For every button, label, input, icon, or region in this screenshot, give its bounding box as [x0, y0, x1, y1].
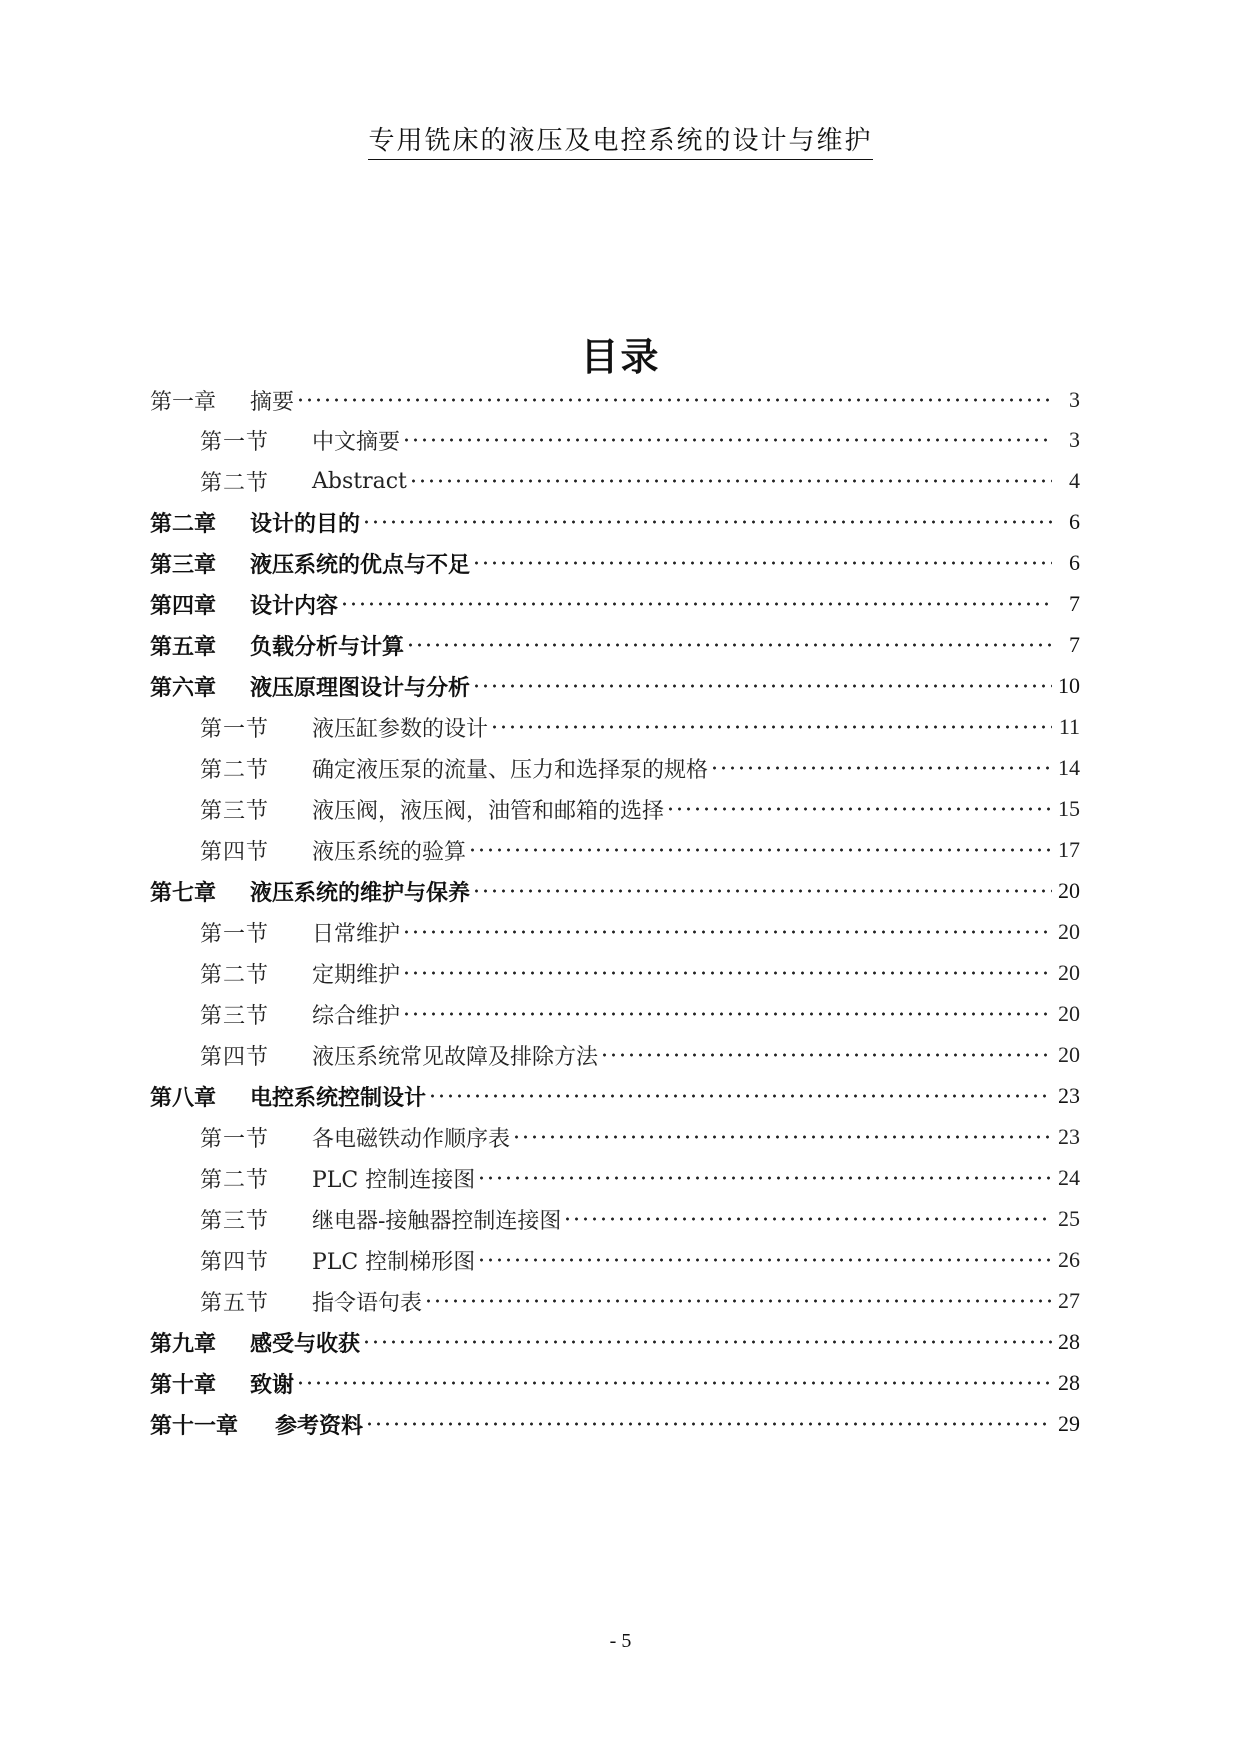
toc-section-label: 第四节	[200, 1044, 270, 1070]
toc-page-number: 23	[1058, 1083, 1080, 1108]
toc-entry-title: 液压系统的优点与不足	[250, 552, 471, 578]
toc-page-number: 20	[1058, 878, 1080, 903]
toc-entry-title: 中文摘要	[312, 429, 401, 455]
dot-leader	[710, 764, 1052, 772]
toc-entry-chapter-3[interactable]	[150, 545, 1080, 581]
toc-entry-title: 确定液压泵的流量、压力和选择泵的规格	[312, 757, 709, 783]
toc-page-number: 25	[1058, 1206, 1080, 1231]
toc-entry-section-7-4[interactable]	[200, 1037, 1080, 1073]
toc-entry-title: PLC 控制梯形图	[312, 1249, 476, 1275]
dot-leader	[600, 1051, 1052, 1059]
toc-chapter-label: 第十一章	[150, 1413, 239, 1439]
toc-chapter-label: 第十章	[150, 1372, 217, 1398]
dot-leader	[402, 1010, 1052, 1018]
toc-entry-section-7-3[interactable]	[200, 996, 1080, 1032]
toc-chapter-label: 第一章	[150, 389, 217, 415]
toc-page-number: 6	[1069, 550, 1080, 575]
page-number: - 5	[609, 1630, 632, 1652]
toc-entry-title: 综合维护	[312, 1003, 401, 1029]
toc-section-label: 第一节	[200, 716, 270, 742]
toc-page-number: 20	[1058, 1001, 1080, 1026]
toc-entry-title: 继电器-接触器控制连接图	[312, 1208, 562, 1234]
toc-entry-chapter-6[interactable]	[150, 668, 1080, 704]
toc-page-number: 17	[1058, 837, 1080, 862]
toc-section-label: 第二节	[200, 962, 270, 988]
dot-leader	[666, 805, 1052, 813]
toc-entry-title: 感受与收获	[250, 1331, 361, 1357]
toc-page-number: 7	[1069, 591, 1080, 616]
toc-page-number: 27	[1058, 1288, 1080, 1313]
toc-chapter-label: 第三章	[150, 552, 217, 578]
dot-leader	[296, 1379, 1052, 1387]
dot-leader	[296, 396, 1052, 404]
toc-section-label: 第二节	[200, 1167, 270, 1193]
toc-entry-title: 摘要	[250, 389, 295, 415]
toc-entry-chapter-8[interactable]	[150, 1078, 1080, 1114]
toc-section-label: 第二节	[200, 470, 270, 496]
toc-entry-title: 设计的目的	[250, 511, 361, 537]
toc-page-number: 6	[1069, 509, 1080, 534]
toc-entry-title: Abstract	[312, 468, 407, 494]
toc-section-label: 第四节	[200, 1249, 270, 1275]
dot-leader	[362, 1338, 1052, 1346]
toc-entry-section-8-4[interactable]	[200, 1242, 1080, 1278]
toc-entry-title: 液压原理图设计与分析	[250, 675, 471, 701]
toc-page-number: 7	[1069, 632, 1080, 657]
toc-section-label: 第三节	[200, 1003, 270, 1029]
toc-section-label: 第五节	[200, 1290, 270, 1316]
dot-leader	[490, 723, 1052, 731]
toc-entry-title: PLC 控制连接图	[312, 1167, 476, 1193]
toc-entry-section-8-3[interactable]	[200, 1201, 1080, 1237]
toc-entry-title: 参考资料	[275, 1413, 364, 1439]
toc-entry-title: 液压系统常见故障及排除方法	[312, 1044, 599, 1070]
toc-page-number: 26	[1058, 1247, 1080, 1272]
dot-leader	[424, 1297, 1052, 1305]
toc-entry-section-8-5[interactable]	[200, 1283, 1080, 1319]
dot-leader	[402, 969, 1052, 977]
toc-section-label: 第四节	[200, 839, 270, 865]
dot-leader	[428, 1092, 1052, 1100]
dot-leader	[468, 846, 1052, 854]
dot-leader	[402, 928, 1052, 936]
toc-entry-chapter-7[interactable]	[150, 873, 1080, 909]
toc-entry-title: 液压缸参数的设计	[312, 716, 489, 742]
dot-leader	[406, 641, 1052, 649]
toc-page-number: 3	[1069, 427, 1080, 452]
toc-page-number: 11	[1058, 714, 1080, 739]
toc-chapter-label: 第六章	[150, 675, 217, 701]
toc-entry-section-6-3[interactable]	[200, 791, 1080, 827]
toc-page-number: 3	[1069, 387, 1080, 412]
toc-page-number: 20	[1058, 960, 1080, 985]
toc-section-label: 第一节	[200, 1126, 270, 1152]
toc-entry-title: 设计内容	[250, 593, 339, 619]
toc-entry-section-8-2[interactable]	[200, 1160, 1080, 1196]
toc-entry-title: 电控系统控制设计	[250, 1085, 427, 1111]
dot-leader	[563, 1215, 1052, 1223]
dot-leader	[472, 559, 1052, 567]
toc-entry-chapter-4[interactable]	[150, 586, 1080, 622]
toc-chapter-label: 第四章	[150, 593, 217, 619]
toc-page-number: 15	[1058, 796, 1080, 821]
dot-leader	[512, 1133, 1052, 1141]
toc-entry-title: 液压系统的验算	[312, 839, 467, 865]
toc-page-number: 14	[1058, 755, 1080, 780]
toc-entry-title: 液压系统的维护与保养	[250, 880, 471, 906]
dot-leader	[477, 1256, 1052, 1264]
toc-page-number: 28	[1058, 1370, 1080, 1395]
toc-entry-chapter-11[interactable]	[150, 1406, 1080, 1442]
dot-leader	[472, 682, 1052, 690]
toc-entry-section-6-4[interactable]	[200, 832, 1080, 868]
toc-entry-section-7-2[interactable]	[200, 955, 1080, 991]
dot-leader	[362, 518, 1052, 526]
toc-page-number: 20	[1058, 1042, 1080, 1067]
toc-entry-title: 定期维护	[312, 962, 401, 988]
toc-entry-chapter-1[interactable]	[150, 382, 1080, 418]
header-title: 专用铣床的液压及电控系统的设计与维护	[368, 126, 872, 160]
toc-page-number: 20	[1058, 919, 1080, 944]
toc-chapter-label: 第五章	[150, 634, 217, 660]
toc-entry-chapter-9[interactable]	[150, 1324, 1080, 1360]
dot-leader	[472, 887, 1052, 895]
dot-leader	[340, 600, 1052, 608]
toc-section-label: 第三节	[200, 1208, 270, 1234]
toc-section-label: 第二节	[200, 757, 270, 783]
toc-entry-section-6-1[interactable]	[200, 709, 1080, 745]
toc-page-number: 10	[1058, 673, 1080, 698]
toc-chapter-label: 第二章	[150, 511, 217, 537]
toc-entry-title: 日常维护	[312, 921, 401, 947]
toc-chapter-label: 第八章	[150, 1085, 217, 1111]
toc-entry-title: 负载分析与计算	[250, 634, 405, 660]
toc-page-number: 29	[1058, 1411, 1080, 1436]
toc-entry-title: 各电磁铁动作顺序表	[312, 1126, 511, 1152]
toc-section-label: 第一节	[200, 429, 270, 455]
toc-entry-section-1-1[interactable]	[200, 422, 1080, 458]
toc-entry-section-7-1[interactable]	[200, 914, 1080, 950]
toc-chapter-label: 第九章	[150, 1331, 217, 1357]
toc-page-number: 28	[1058, 1329, 1080, 1354]
dot-leader	[402, 436, 1052, 444]
toc-entry-chapter-2[interactable]	[150, 504, 1080, 540]
toc-entry-section-8-1[interactable]	[200, 1119, 1080, 1155]
toc-entry-title: 指令语句表	[312, 1290, 423, 1316]
toc-page-number: 23	[1058, 1124, 1080, 1149]
toc-entry-chapter-10[interactable]	[150, 1365, 1080, 1401]
toc-entry-section-1-2[interactable]	[200, 463, 1080, 499]
dot-leader	[365, 1420, 1052, 1428]
toc-entry-title: 液压阀，液压阀，油管和邮箱的选择	[312, 798, 665, 824]
toc-entry-title: 致谢	[250, 1372, 295, 1398]
toc-section-label: 第三节	[200, 798, 270, 824]
toc-entry-chapter-5[interactable]	[150, 627, 1080, 663]
toc-entry-section-6-2[interactable]	[200, 750, 1080, 786]
dot-leader	[477, 1174, 1052, 1182]
toc-page-number: 4	[1069, 468, 1080, 493]
toc-chapter-label: 第七章	[150, 880, 217, 906]
toc-section-label: 第一节	[200, 921, 270, 947]
dot-leader	[409, 477, 1052, 485]
toc-heading: 目录	[580, 335, 661, 379]
toc-page-number: 24	[1058, 1165, 1080, 1190]
